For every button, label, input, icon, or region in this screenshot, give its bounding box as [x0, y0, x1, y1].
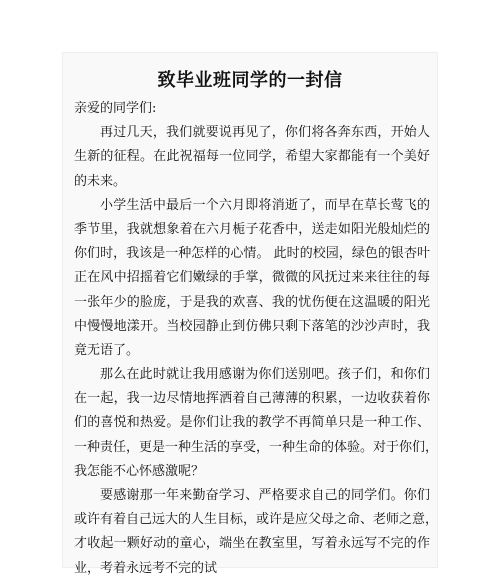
paragraph-line: 季节里，我就想象着在六月栀子花香中，送走如阳光般灿烂的 — [74, 221, 430, 237]
letter-body — [74, 97, 439, 581]
paragraph-line: 一张年少的脸庞，于是我的欢喜、我的忧伤便在这温暖的阳光 — [74, 294, 430, 310]
paragraph-line: 我怎能不心怀感激呢？ — [74, 463, 205, 479]
paragraph-line: 再过几天，我们就要说再见了，你们将各奔东西，开始人 — [100, 125, 430, 141]
paragraph-line: 要感谢那一年来勤奋学习、严格要求自己的同学们。你们 — [100, 488, 430, 503]
letter-title: 致毕业班同学的一封信 — [157, 70, 343, 91]
paragraph-line: 正在风中招摇着它们嫩绿的手掌，微微的风抚过来来往往的每 — [74, 270, 430, 286]
paragraph-line: 的未来。 — [74, 173, 127, 189]
paragraph-line: 小学生活中最后一个六月即将消逝了，而早在草长莺飞的 — [100, 197, 430, 213]
paragraph-line: 才收起一颗好动的童心，端坐在教室里，写着永远写不完的作 — [74, 536, 430, 552]
paragraph-line: 业，考着永远考不完的试 — [74, 560, 218, 576]
paragraph-line: 生新的征程。在此祝福每一位同学，希望大家都能有一个美好 — [74, 149, 430, 165]
greeting: 亲爱的同学们: — [74, 101, 157, 116]
paragraph-line: 在一起，我一边尽情地挥洒着自己薄薄的积累，一边收获着你 — [74, 391, 430, 407]
paragraph-line: 们的喜悦和热爱。是你们让我的教学不再简单只是一种工作、 — [74, 415, 430, 431]
paragraph-line: 你们时，我该是一种怎样的心情。 此时的校园，绿色的银杏叶 — [74, 246, 430, 262]
paragraph-line: 那么在此时就让我用感谢为你们送别吧。孩子们，和你们 — [100, 367, 430, 383]
letter-page — [62, 52, 439, 576]
paragraph-line: 中慢慢地漾开。当校园静止到仿佛只剩下落笔的沙沙声时，我 — [74, 318, 430, 334]
paragraph-line: 一种责任，更是一种生活的享受，一种生命的体验。对于你们， — [74, 439, 439, 455]
paragraph-line: 或许有着自己远大的人生目标，或许是应父母之命、老师之意， — [74, 512, 439, 528]
paragraph-line: 竟无语了。 — [74, 342, 140, 358]
